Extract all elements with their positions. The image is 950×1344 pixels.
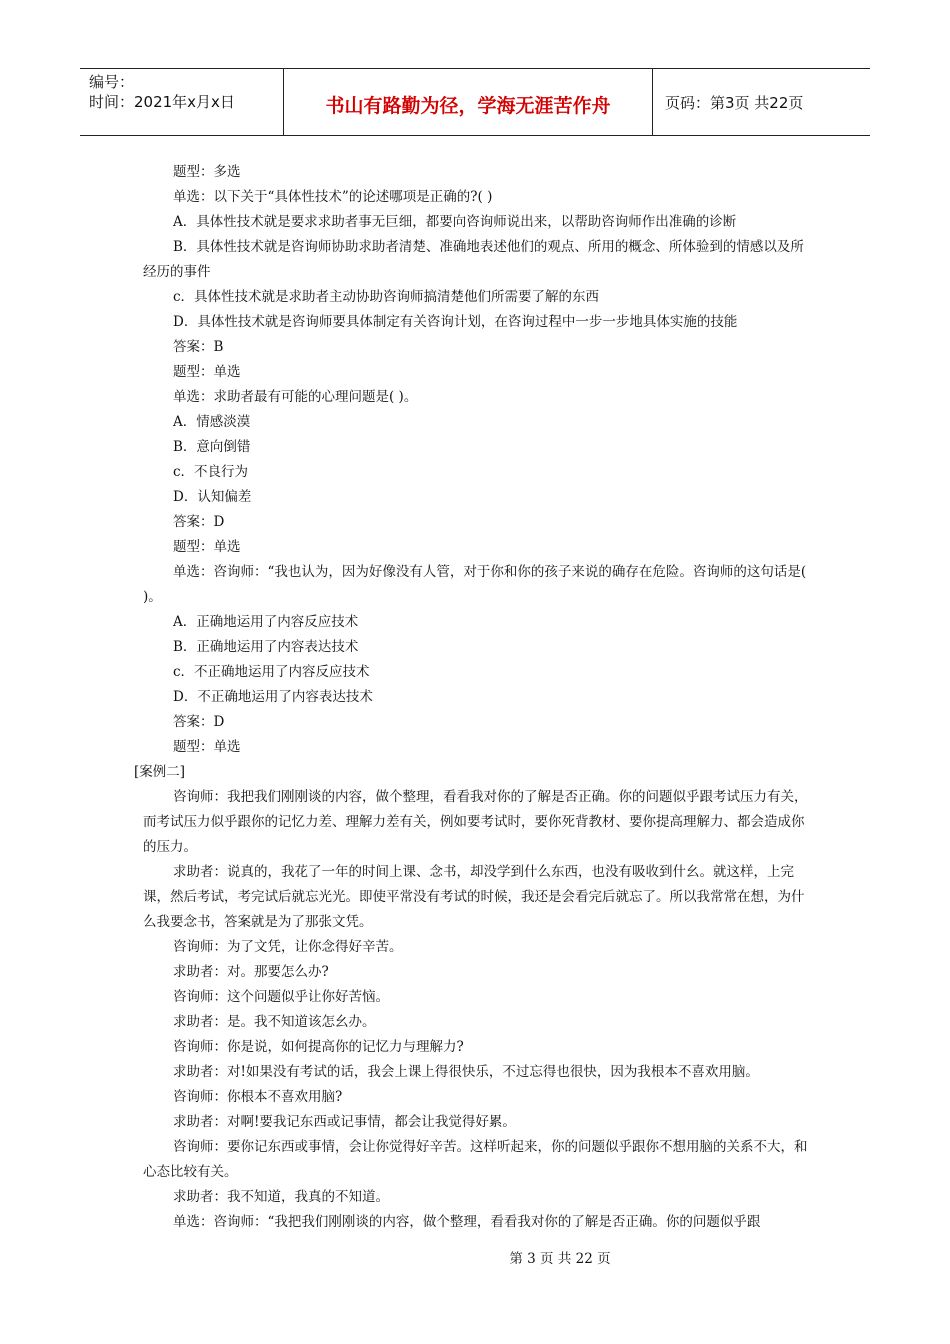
paragraph: 单选：以下关于“具体性技术”的论述哪项是正确的?( ) [173,189,493,205]
paragraph: 咨询师：这个问题似乎让你好苦恼。 [173,989,389,1005]
paragraph: 求助者：对啊!要我记东西或记事情，都会让我觉得好累。 [173,1114,516,1130]
paragraph: 题型：单选 [173,364,241,380]
paragraph: 答案：D [173,714,225,730]
paragraph: B．意向倒错 [173,439,251,455]
document-body [134,160,808,1235]
page-footer: 第 3 页 共 22 页 [509,1251,611,1267]
paragraph: 题型：单选 [173,539,241,555]
paragraph: 单选：咨询师：“我也认为，因为好像没有人管，对于你和你的孩子来说的确存在危险。咨询师的这句话是( )。 [143,564,807,605]
paragraph: [案例二] [134,764,186,780]
paragraph: B．具体性技术就是咨询师协助求助者清楚、准确地表述他们的观点、所用的概念、所体验到的情感以及所经历的事件 [143,239,804,280]
paragraph: A．情感淡漠 [173,414,251,430]
paragraph: 答案：D [173,514,225,530]
paragraph: c．不正确地运用了内容反应技术 [173,664,370,680]
paragraph: 求助者：我不知道，我真的不知道。 [173,1189,389,1205]
paragraph: D．不正确地运用了内容表达技术 [173,689,373,705]
paragraph: D．认知偏差 [173,489,252,505]
paragraph: c．不良行为 [173,464,249,480]
paragraph: 题型：单选 [173,739,241,755]
paragraph: 答案：B [173,339,224,355]
paragraph: 咨询师：你是说，如何提高你的记忆力与理解力? [173,1039,464,1055]
header-meta [80,69,283,135]
header-motto: 书山有路勤为径，学海无涯苦作舟 [283,69,653,135]
page-header [80,68,870,136]
paragraph: 咨询师：为了文凭，让你念得好辛苦。 [173,939,403,955]
paragraph: A．正确地运用了内容反应技术 [173,614,359,630]
paragraph: 求助者：说真的，我花了一年的时间上课、念书，却没学到什么东西，也没有吸收到什幺。就这样，上完课，然后考试，考完试后就忘光光。即使平常没有考试的时候，我还是会看完后就忘了。所以我常常在想，为什么我要念书，答案就是为了那张文凭。 [143,864,805,930]
paragraph: c．具体性技术就是求助者主动协助咨询师搞清楚他们所需要了解的东西 [173,289,600,305]
paragraph: 咨询师：你根本不喜欢用脑? [173,1089,343,1105]
paragraph: 求助者：对。那要怎么办? [173,964,329,980]
paragraph: 求助者：是。我不知道该怎幺办。 [173,1014,376,1030]
paragraph: 单选：咨询师：“我把我们刚刚谈的内容，做个整理，看看我对你的了解是否正确。你的问题似乎跟 [173,1214,761,1230]
paragraph: 咨询师：我把我们刚刚谈的内容，做个整理，看看我对你的了解是否正确。你的问题似乎跟考试压力有关，而考试压力似乎跟你的记忆力差、理解力差有关，例如要考试时，要你死背教材、要你提高理解力、都会造成你的压力。 [143,789,808,855]
document-number-label: 编号： [89,73,135,91]
paragraph: 求助者：对!如果没有考试的话，我会上课上得很快乐，不过忘得也很快，因为我根本不喜欢用脑。 [173,1064,759,1080]
document-date: 时间：2021年x月x日 [89,93,235,111]
paragraph: B．正确地运用了内容表达技术 [173,639,359,655]
paragraph: A．具体性技术就是要求求助者事无巨细，都要向咨询师说出来，以帮助咨询师作出准确的诊断 [173,214,737,230]
paragraph: 题型：多选 [173,164,241,180]
paragraph: 单选：求助者最有可能的心理问题是( )。 [173,389,418,405]
paragraph: 咨询师：要你记东西或事情，会让你觉得好辛苦。这样听起来，你的问题似乎跟你不想用脑的关系不大，和心态比较有关。 [143,1139,808,1180]
paragraph: D．具体性技术就是咨询师要具体制定有关咨询计划，在咨询过程中一步一步地具体实施的技能 [173,314,738,330]
header-page-info: 页码：第3页 共22页 [665,93,804,112]
